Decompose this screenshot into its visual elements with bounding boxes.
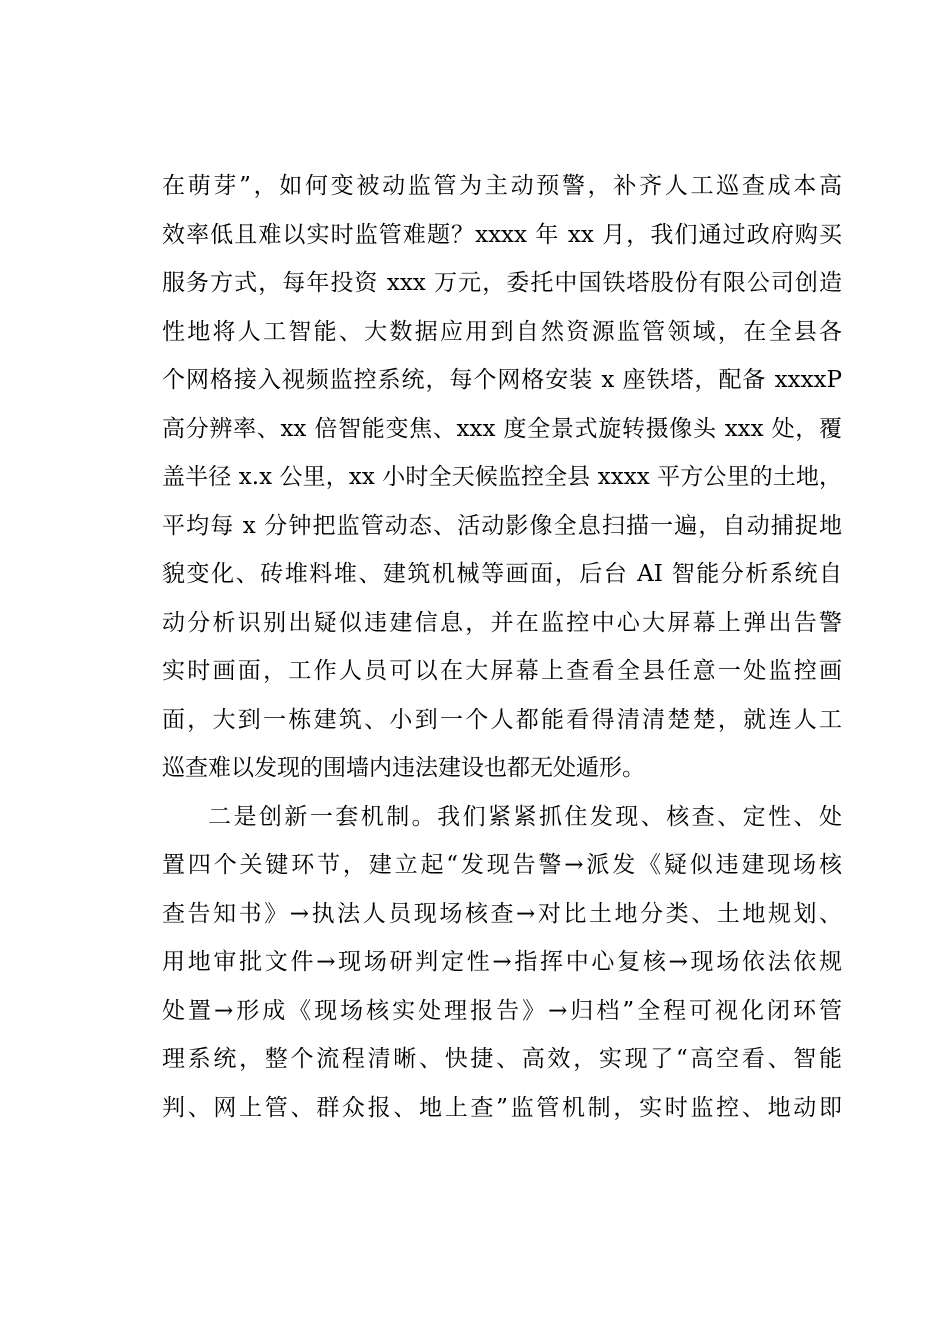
- paragraph-1-line: 实时画面，工作人员可以在大屏幕上查看全县任意一处监控画: [162, 658, 842, 684]
- paragraph-2-line: 查告知书》→执法人员现场核查→对比土地分类、土地规划、: [162, 900, 842, 927]
- document-body: [162, 162, 842, 1132]
- paragraph-2: [162, 793, 842, 1133]
- paragraph-2-line: 用地审批文件→现场研判定性→指挥中心复核→现场依法依规: [162, 949, 842, 975]
- paragraph-1-line: 面，大到一栋建筑、小到一个人都能看得清清楚楚，就连人工: [162, 706, 842, 733]
- paragraph-2-line: 理系统，整个流程清晰、快捷、高效，实现了“高空看、智能: [162, 1046, 842, 1072]
- paragraph-1-line: 巡查难以发现的围墙内违法建设也都无处遁形。: [162, 755, 645, 781]
- paragraph-1-line: 平均每 x 分钟把监管动态、活动影像全息扫描一遍，自动捕捉地: [162, 512, 842, 539]
- paragraph-1-line: 性地将人工智能、大数据应用到自然资源监管领域，在全县各: [162, 318, 842, 345]
- paragraph-1-line: 在萌芽”，如何变被动监管为主动预警，补齐人工巡查成本高: [162, 173, 842, 199]
- paragraph-2-line: 二是创新一套机制。我们紧紧抓住发现、核查、定性、处: [208, 803, 842, 830]
- paragraph-2-line: 置四个关键环节，建立起“发现告警→派发《疑似违建现场核: [162, 852, 842, 878]
- paragraph-1-line: 貌变化、砖堆料堆、建筑机械等画面，后台 AI 智能分析系统自: [162, 561, 842, 587]
- paragraph-2-line: 处置→形成《现场核实处理报告》→归档”全程可视化闭环管: [162, 997, 842, 1024]
- paragraph-1-line: 效率低且难以实时监管难题？xxxx 年 xx 月，我们通过政府购买: [162, 221, 842, 248]
- paragraph-1-line: 高分辨率、xx 倍智能变焦、xxx 度全景式旋转摄像头 xxx 处，覆: [162, 415, 842, 442]
- paragraph-1: [162, 162, 842, 793]
- paragraph-1-line: 服务方式，每年投资 xxx 万元，委托中国铁塔股份有限公司创造: [162, 270, 842, 296]
- paragraph-2-line: 判、网上管、群众报、地上查”监管机制，实时监控、地动即: [162, 1094, 842, 1121]
- paragraph-1-line: 个网格接入视频监控系统，每个网格安装 x 座铁塔，配备 xxxxP: [162, 367, 842, 393]
- paragraph-1-line: 盖半径 x.x 公里，xx 小时全天候监控全县 xxxx 平方公里的土地，: [162, 464, 842, 490]
- paragraph-1-line: 动分析识别出疑似违建信息，并在监控中心大屏幕上弹出告警: [162, 609, 842, 636]
